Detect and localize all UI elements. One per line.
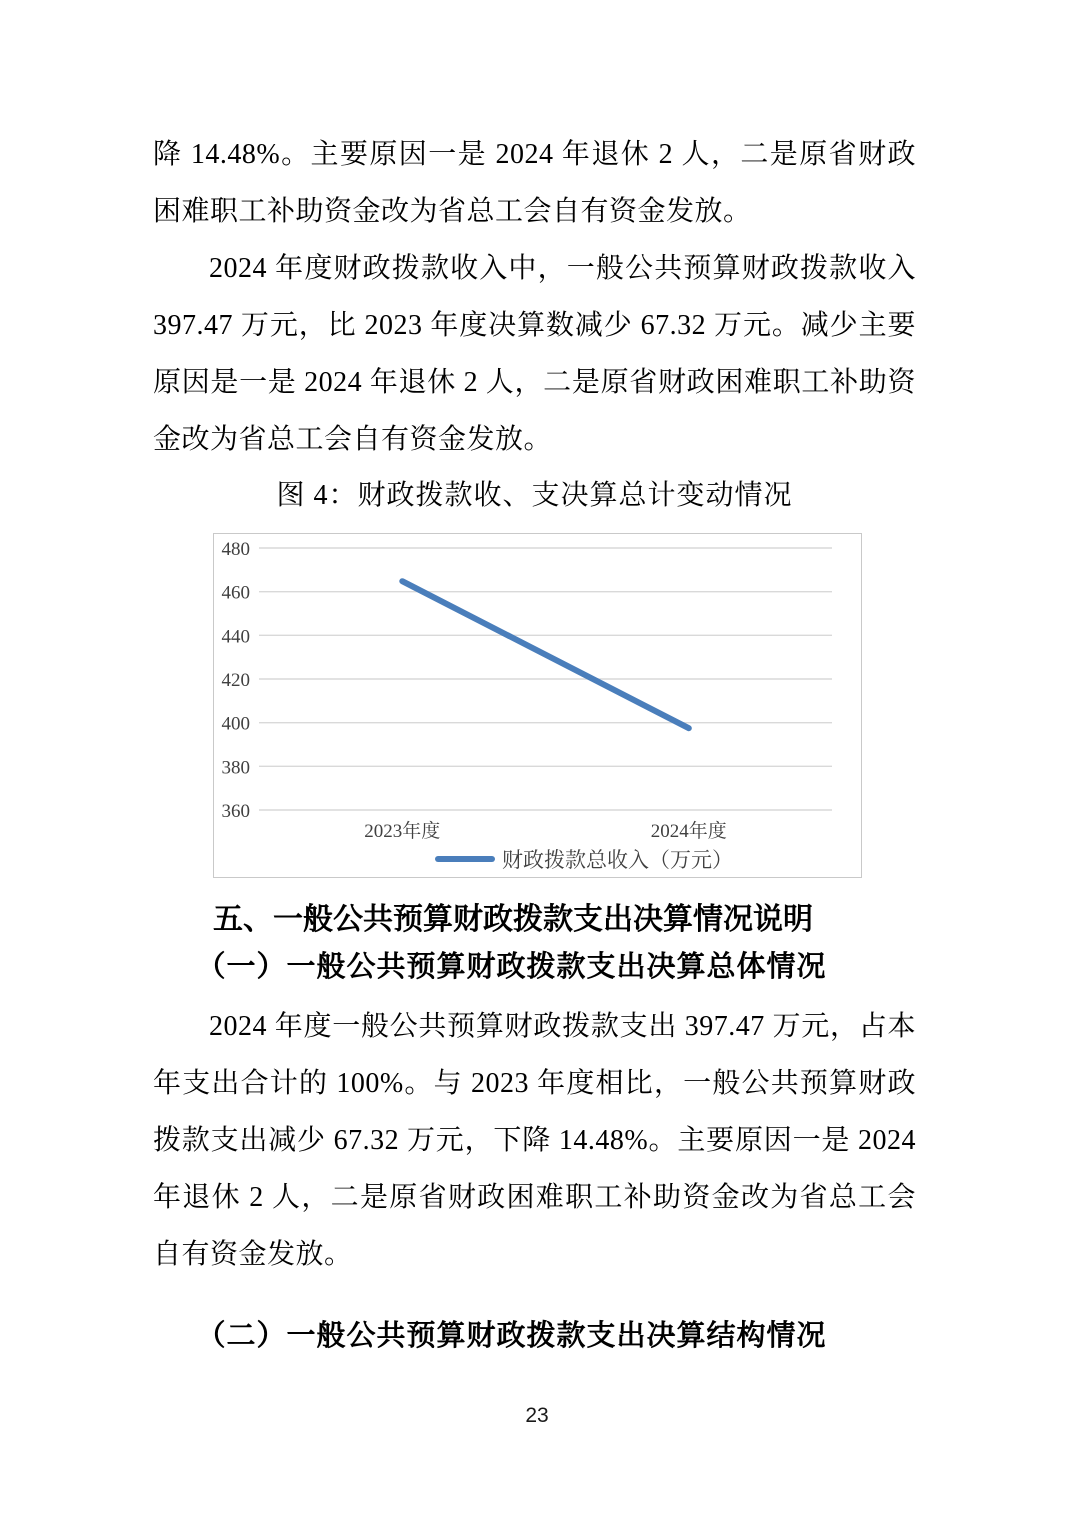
paragraph-income: 2024 年度财政拨款收入中，一般公共预算财政拨款收入 397.47 万元，比 2023 年度决算数减少 67.32 万元。减少主要原因是一是 2024 年退休 2 人，二是原省财政困难职工补助资金改为省总工会自有资金发放。 [153, 253, 916, 455]
svg-text:2024年度: 2024年度 [650, 821, 727, 842]
subsection-heading-1: （一）一般公共预算财政拨款支出决算总体情况 [196, 951, 827, 983]
svg-text:2023年度: 2023年度 [364, 821, 441, 842]
svg-text:420: 420 [221, 670, 250, 691]
paragraph-continuation: 降 14.48%。主要原因一是 2024 年退休 2 人，二是原省财政困难职工补助资金改为省总工会自有资金发放。 [153, 139, 916, 227]
svg-text:380: 380 [221, 757, 250, 779]
svg-text:460: 460 [221, 582, 250, 604]
line-chart [213, 533, 862, 878]
subsection-heading-2: （二）一般公共预算财政拨款支出决算结构情况 [196, 1320, 827, 1352]
svg-text:480: 480 [221, 539, 250, 560]
svg-text:360: 360 [221, 801, 250, 822]
section-heading: 五、一般公共预算财政拨款支出决算情况说明 [213, 903, 813, 936]
paragraph-expenditure: 2024 年度一般公共预算财政拨款支出 397.47 万元，占本年支出合计的 100%。与 2023 年度相比，一般公共预算财政拨款支出减少 67.32 万元，下降 14.48%。主要原因一是 2024 年退休 2 人，二是原省财政困难职工补助资金改为省总工会自有资金发放。 [153, 1011, 916, 1270]
figure-caption: 图 4：财政拨款收、支决算总计变动情况 [276, 480, 793, 511]
page-number: 23 [525, 1404, 549, 1427]
svg-text:财政拨款总收入（万元）: 财政拨款总收入（万元） [502, 848, 733, 872]
svg-text:440: 440 [221, 626, 250, 648]
line-chart-canvas [214, 534, 863, 879]
svg-text:400: 400 [221, 713, 250, 735]
